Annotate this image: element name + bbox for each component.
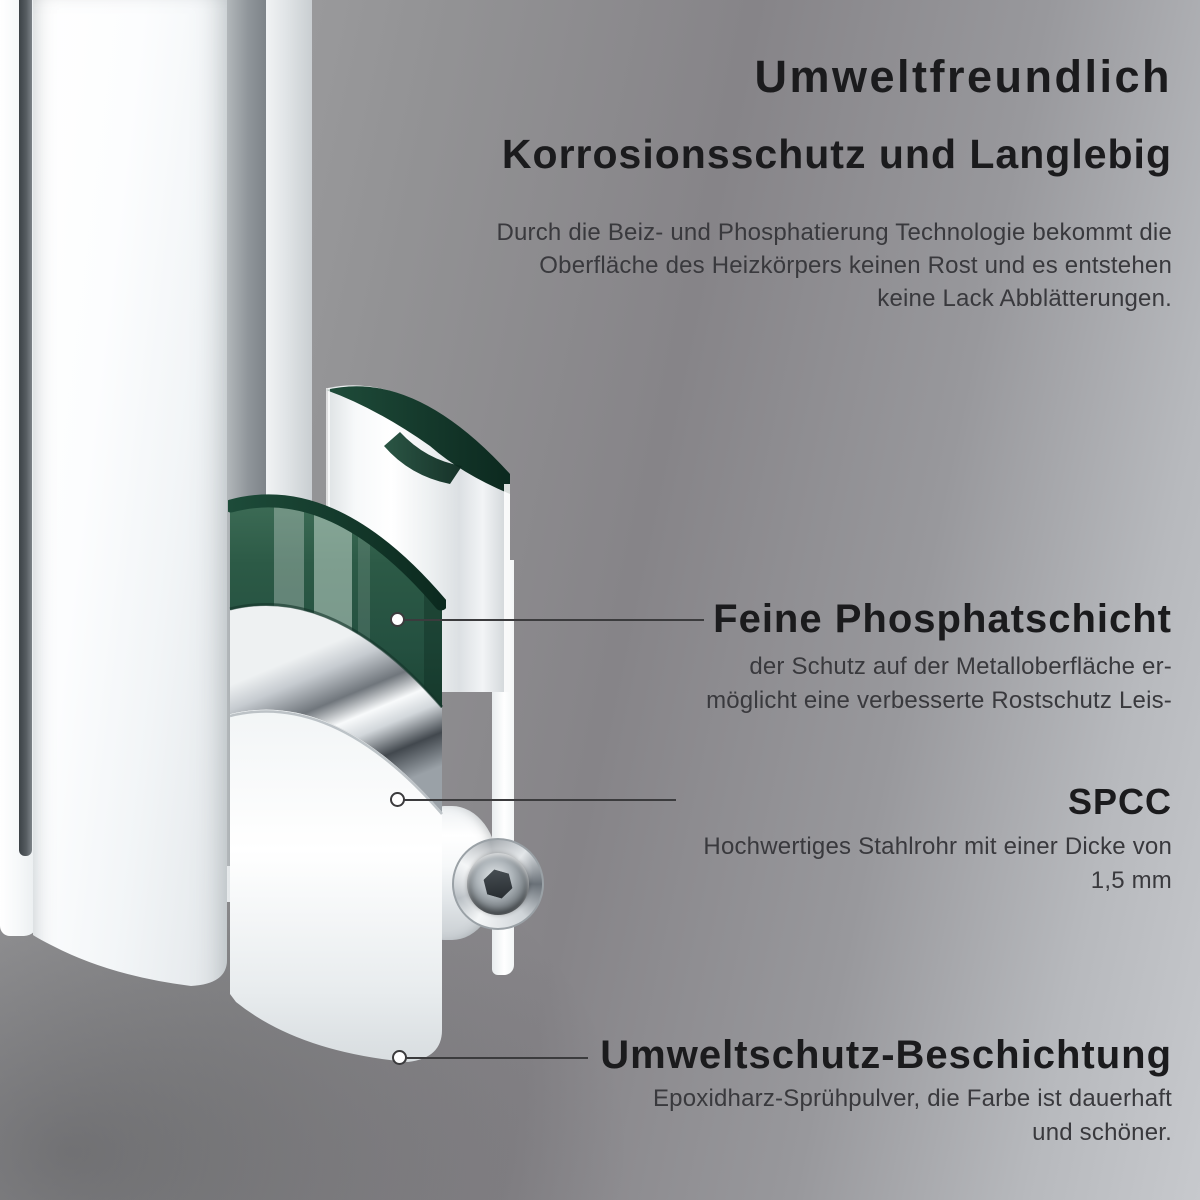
section-phosphate-title: Feine Phosphatschicht xyxy=(713,597,1172,641)
tube-right-highlight xyxy=(504,484,510,692)
callout-dot-spcc xyxy=(390,792,405,807)
paragraph-line: keine Lack Abblätterungen. xyxy=(877,285,1172,312)
paragraph-line: Durch die Beiz- und Phosphatierung Technologie bekommt die xyxy=(496,219,1172,246)
callout-line-phosphate xyxy=(404,619,704,621)
headline-line1: Umweltfreundlich xyxy=(754,51,1172,102)
radiator-panel-front xyxy=(33,0,227,1000)
callout-line-spcc xyxy=(404,799,676,801)
section-phosphate-desc xyxy=(706,650,1172,718)
callout-line-coating xyxy=(406,1057,588,1059)
section-coating-title: Umweltschutz-Beschichtung xyxy=(600,1033,1172,1077)
layer-cutaway xyxy=(228,490,446,1080)
panel-shadow-groove xyxy=(19,0,32,856)
desc-line: möglicht eine verbesserte Rostschutz Leis- xyxy=(706,687,1172,714)
paragraph-line: Oberfläche des Heizkörpers keinen Rost und es entstehen xyxy=(539,252,1172,279)
desc-line: und schöner. xyxy=(1032,1119,1172,1146)
section-spcc xyxy=(703,782,1172,898)
section-phosphate xyxy=(706,596,1172,718)
headline-paragraph xyxy=(496,216,1172,315)
headline-block xyxy=(496,50,1172,315)
section-coating xyxy=(600,1032,1172,1150)
valve-fitting xyxy=(452,838,544,930)
callout-dot-phosphate xyxy=(390,612,405,627)
desc-line: der Schutz auf der Metalloberfläche er- xyxy=(749,653,1172,680)
desc-line: 1,5 mm xyxy=(1090,867,1172,894)
desc-line: Hochwertiges Stahlrohr mit einer Dicke von xyxy=(703,833,1172,860)
section-coating-desc xyxy=(600,1082,1172,1150)
desc-line: Epoxidharz-Sprühpulver, die Farbe ist dauerhaft xyxy=(652,1085,1172,1112)
callout-dot-coating xyxy=(392,1050,407,1065)
section-spcc-desc xyxy=(703,830,1172,898)
headline-line2: Korrosionsschutz und Langlebig xyxy=(501,131,1172,177)
section-spcc-title: SPCC xyxy=(1067,781,1172,822)
